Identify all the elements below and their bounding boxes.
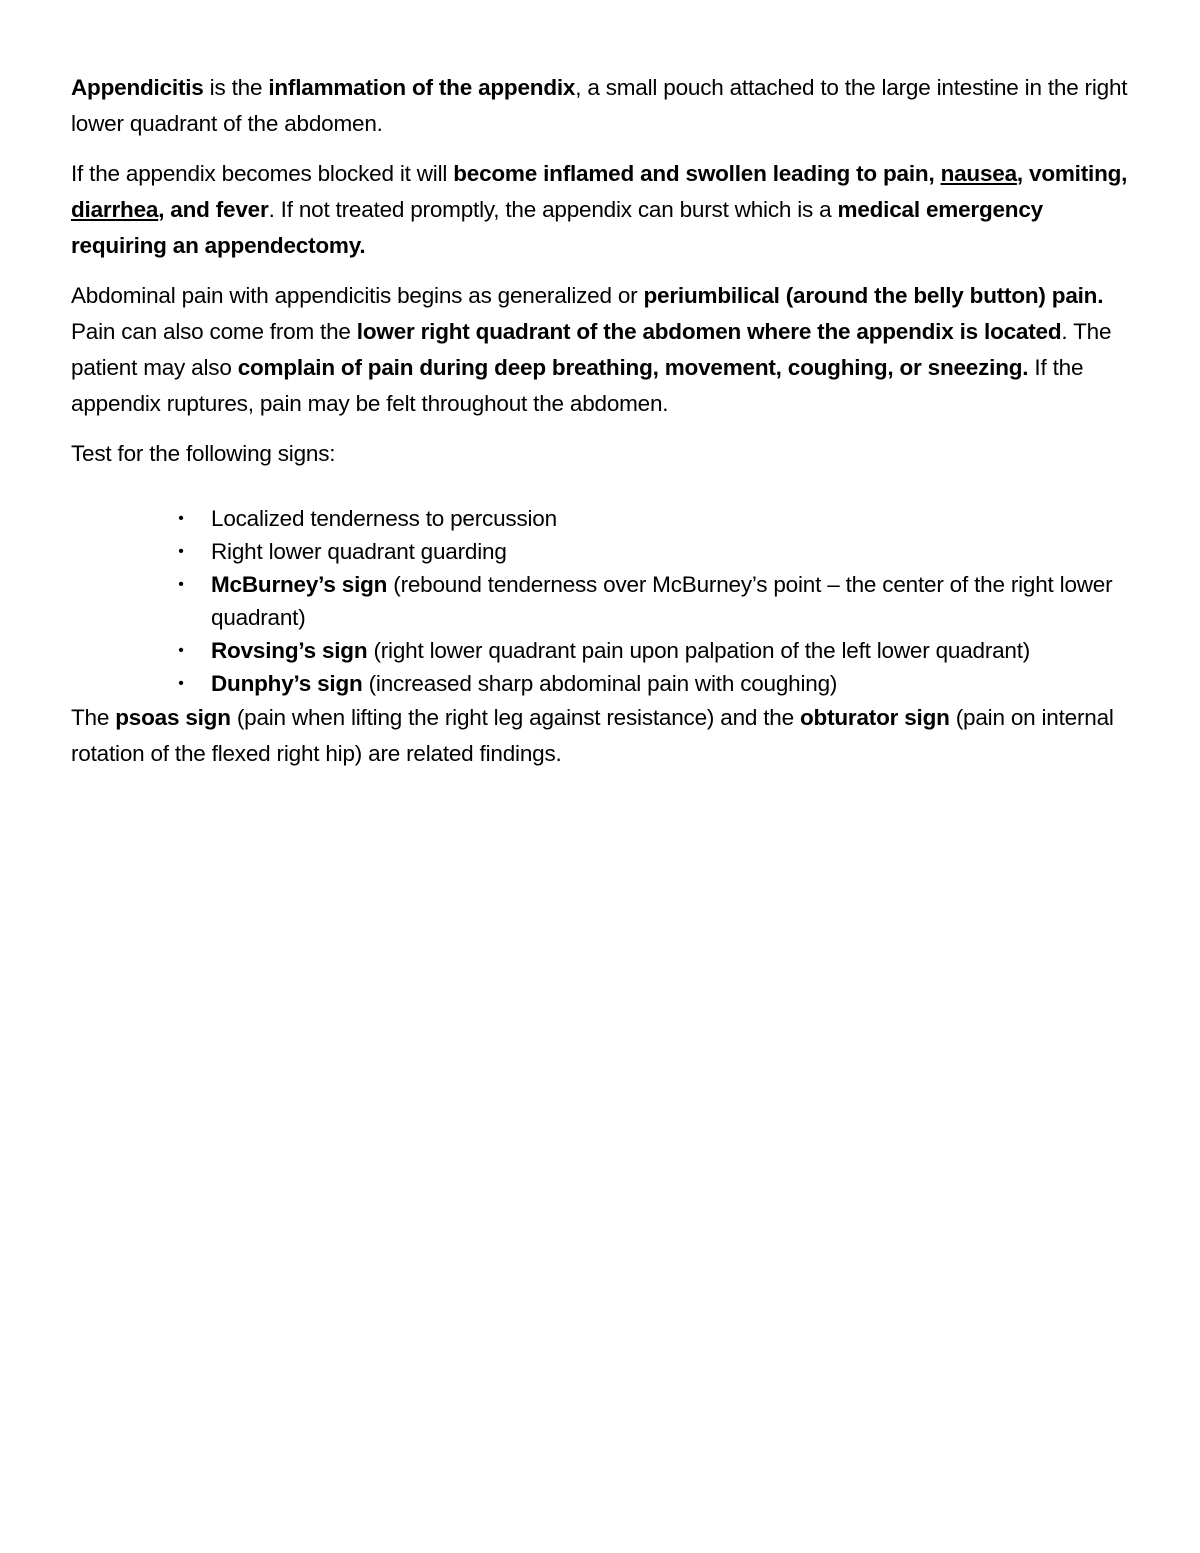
link-diarrhea[interactable]: diarrhea [71,197,159,222]
bold-run: complain of pain during deep breathing, movement, coughing, or sneezing. [237,355,1029,380]
bold-run: periumbilical (around the belly button) pain. [643,283,1104,308]
bullet-icon: • [178,642,184,659]
text-run: Abdominal pain with appendicitis begins as generalized or [71,283,644,308]
text-run: (pain when lifting the right leg against resistance) and the [230,705,800,730]
bullet-icon: • [178,543,184,560]
text-run: If the appendix ruptures, pain may be felt throughout the abdomen. [71,355,1084,416]
bold-run: McBurney’s sign [211,572,388,597]
list-item [71,634,1141,667]
text-run: Right lower quadrant guarding [211,539,507,564]
bold-run: medical emergency requiring an appendectomy. [71,197,1043,258]
bullet-icon: • [178,510,184,527]
text-run: , a small pouch attached to the large intestine in the right lower quadrant of the abdomen. [71,75,1128,136]
paragraph-blockage [71,156,1141,264]
bold-run: psoas sign [115,705,231,730]
bold-run: , and fever [158,197,269,222]
text-run: Localized tenderness to percussion [211,506,557,531]
paragraph-definition [71,70,1141,142]
bold-run: Rovsing’s sign [211,638,368,663]
term-inflammation: inflammation of the appendix [268,75,576,100]
bullet-icon: • [178,675,184,692]
list-item [71,502,1141,535]
list-item [71,535,1141,568]
document-page [71,70,1141,786]
text-run: (increased sharp abdominal pain with coughing) [362,671,838,696]
bold-run: lower right quadrant of the abdomen where the appendix is located [356,319,1062,344]
term-appendicitis: Appendicitis [71,75,204,100]
text-run: If the appendix becomes blocked it will [71,161,454,186]
list-item [71,568,1141,634]
text-run: is the [203,75,269,100]
text-run: . The patient may also [71,319,1112,380]
bullet-icon: • [178,576,184,593]
signs-list [71,502,1141,700]
text-run: . If not treated promptly, the appendix can burst which is a [268,197,838,222]
list-item [71,667,1141,700]
bold-run: obturator sign [799,705,950,730]
paragraph-test-signs: Test for the following signs: [71,441,336,466]
bold-run: Dunphy’s sign [211,671,363,696]
paragraph-related-findings [71,700,1141,772]
bold-run: become inflamed and swollen leading to pain, [453,161,941,186]
bold-run: , vomiting, [1016,161,1128,186]
text-run: The [71,705,116,730]
text-run: Pain can also come from the [71,319,357,344]
text-run: (right lower quadrant pain upon palpation of the left lower quadrant) [367,638,1031,663]
paragraph-abdominal-pain [71,278,1141,422]
text-run: (rebound tenderness over McBurney’s point – the center of the right lower quadrant) [211,572,1113,630]
link-nausea[interactable]: nausea [940,161,1017,186]
text-run: (pain on internal rotation of the flexed right hip) are related findings. [71,705,1114,766]
